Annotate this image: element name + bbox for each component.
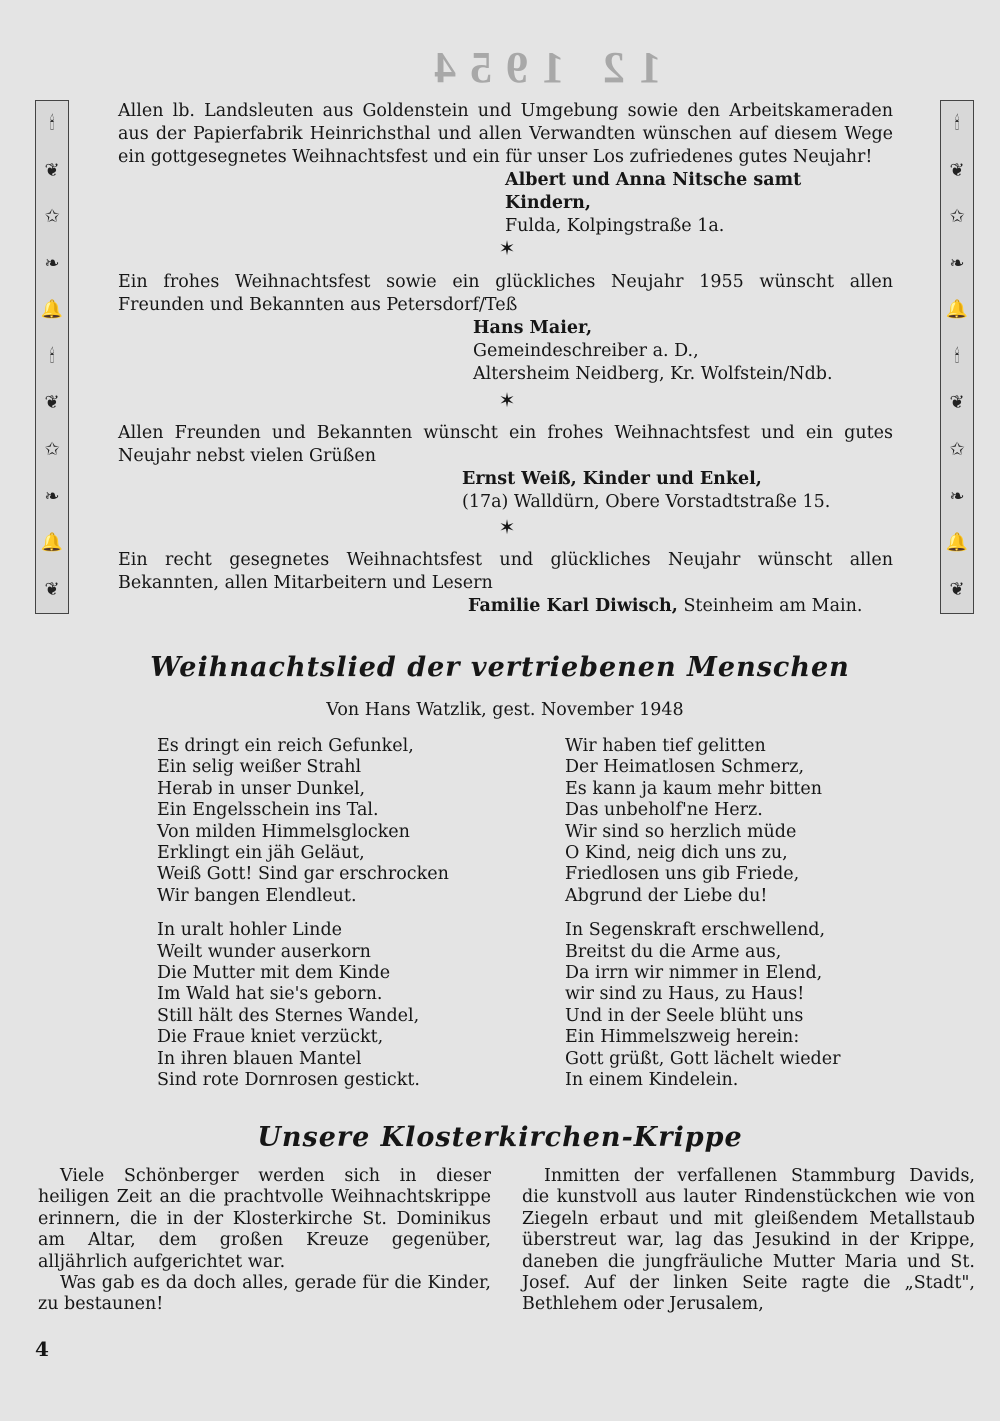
- date-stamp: 12 1954: [420, 43, 661, 92]
- signature-line: Gemeindeschreiber a. D.,: [473, 341, 699, 361]
- verse-line: Von milden Himmelsglocken: [157, 821, 410, 842]
- verse-line: In uralt hohler Linde: [157, 920, 343, 941]
- branch-icon: ❦: [949, 159, 965, 181]
- verse-line: Ein selig weißer Strahl: [157, 757, 362, 778]
- verse-line: Das unbeholf'ne Herz.: [565, 800, 763, 821]
- verse-line: Abgrund der Liebe du!: [565, 885, 768, 906]
- signature: [468, 595, 893, 618]
- branch-icon: ❦: [949, 578, 965, 600]
- star-icon: ✩: [44, 206, 60, 228]
- signature-name: Familie Karl Diwisch,: [468, 596, 678, 616]
- bell-icon: 🔔: [945, 299, 969, 321]
- branch-icon: ❦: [44, 159, 60, 181]
- verse-line: Sind rote Dornrosen gestickt.: [157, 1070, 420, 1091]
- candle-icon: 🕯: [954, 345, 960, 367]
- verse-line: Weilt wunder auserkorn: [157, 941, 371, 962]
- verse-line: Wir sind so herzlich müde: [565, 821, 797, 842]
- star-icon: ✩: [949, 206, 965, 228]
- signature-line: Fulda, Kolpingstraße 1a.: [505, 216, 725, 236]
- signature-line: Altersheim Neidberg, Kr. Wolfstein/Ndb.: [473, 364, 833, 384]
- verse-line: In einem Kindelein.: [565, 1070, 739, 1091]
- separator-star: ✶: [498, 388, 516, 412]
- page-number: 4: [35, 1337, 49, 1361]
- candle-icon: 🕯: [49, 113, 55, 135]
- verse-line: Friedlosen uns gib Friede,: [565, 864, 800, 885]
- verse-line: Der Heimatlosen Schmerz,: [565, 757, 805, 778]
- verse-line: Wir haben tief gelitten: [565, 736, 766, 756]
- greeting-text: Allen lb. Landsleuten aus Goldenstein und Umgebung sowie den Arbeitskameraden aus der Papierfabrik Heinrichsthal und allen Verwandten wünschen auf diesem Wege ein gottgesegnetes Weihnachtsfest und ein für unser Los zufriedenes gutes Neujahr!: [118, 101, 893, 167]
- poem-title: Weihnachtslied der vertriebenen Menschen: [150, 652, 850, 683]
- verse-line: Es kann ja kaum mehr bitten: [565, 778, 822, 799]
- verse-line: Im Wald hat sie's geborn.: [157, 984, 383, 1005]
- bell-icon: 🔔: [945, 532, 969, 554]
- branch-icon: ❧: [44, 485, 60, 507]
- article-title: Unsere Klosterkirchen-Krippe: [257, 1122, 743, 1153]
- signature-name: Ernst Weiß, Kinder und Enkel,: [462, 469, 762, 489]
- star-icon: ✩: [44, 438, 60, 460]
- greeting-block: [118, 549, 893, 618]
- signature: [462, 468, 893, 514]
- stanza: [157, 920, 449, 1091]
- verse-line: In Segenskraft erschwellend,: [565, 920, 826, 941]
- branch-icon: ❧: [949, 252, 965, 274]
- separator-star: ✶: [498, 515, 516, 539]
- greeting-text: Ein frohes Weihnachtsfest sowie ein glückliches Neujahr 1955 wünscht allen Freunden und Bekannten aus Petersdorf/Teß: [118, 272, 893, 315]
- poem-byline: Von Hans Watzlik, gest. November 1948: [326, 700, 684, 720]
- signature-name: Hans Maier,: [473, 318, 593, 338]
- greeting-text: Ein recht gesegnetes Weihnachtsfest und glückliches Neujahr wünscht allen Bekannten, allen Mitarbeitern und Lesern: [118, 550, 893, 593]
- verse-line: Herab in unser Dunkel,: [157, 778, 366, 799]
- greeting-block: [118, 271, 893, 386]
- poem-left-column: [157, 736, 449, 1105]
- greeting-block: [118, 422, 893, 514]
- stanza: [565, 736, 840, 907]
- signature-line: (17a) Walldürn, Obere Vorstadtstraße 15.: [462, 492, 831, 512]
- verse-line: Weiß Gott! Sind gar erschrocken: [157, 864, 449, 885]
- star-icon: ✩: [949, 438, 965, 460]
- verse-line: Still hält des Sternes Wandel,: [157, 1005, 420, 1026]
- verse-line: In ihren blauen Mantel: [157, 1048, 362, 1069]
- bell-icon: 🔔: [40, 299, 64, 321]
- signature-line: Steinheim am Main.: [677, 596, 863, 616]
- verse-line: Die Fraue kniet verzückt,: [157, 1027, 384, 1048]
- verse-line: Breitst du die Arme aus,: [565, 941, 782, 962]
- bell-icon: 🔔: [40, 532, 64, 554]
- verse-line: Ein Himmelszweig herein:: [565, 1027, 800, 1048]
- article-paragraph: Was gab es da doch alles, gerade für die Kinder, zu bestaunen!: [38, 1273, 491, 1315]
- branch-icon: ❧: [949, 485, 965, 507]
- branch-icon: ❦: [949, 392, 965, 414]
- signature: [505, 169, 893, 238]
- separator-star: ✶: [498, 236, 516, 260]
- article-right-column: [522, 1166, 975, 1316]
- stanza: [565, 920, 840, 1091]
- branch-icon: ❧: [44, 252, 60, 274]
- verse-line: Wir bangen Elendleut.: [157, 885, 357, 906]
- greeting-block: [118, 100, 893, 238]
- signature-name: Albert und Anna Nitsche samt Kindern,: [505, 170, 802, 213]
- candle-icon: 🕯: [49, 345, 55, 367]
- branch-icon: ❦: [44, 578, 60, 600]
- verse-line: Es dringt ein reich Gefunkel,: [157, 736, 414, 756]
- article-paragraph: Viele Schönberger werden sich in dieser heiligen Zeit an die prachtvolle Weihnachtskrippe erinnern, die in der Klosterkirche St. Dominikus am Altar, dem großen Kreuze gegenüber, alljährlich aufgerichtet war.: [38, 1166, 491, 1272]
- signature: [473, 317, 893, 386]
- candle-icon: 🕯: [954, 113, 960, 135]
- verse-line: Erklingt ein jäh Geläut,: [157, 843, 365, 864]
- verse-line: O Kind, neig dich uns zu,: [565, 843, 788, 864]
- stanza: [157, 736, 449, 907]
- verse-line: wir sind zu Haus, zu Haus!: [565, 984, 805, 1005]
- branch-icon: ❦: [44, 392, 60, 414]
- verse-line: Ein Engelsschein ins Tal.: [157, 800, 379, 821]
- verse-line: Die Mutter mit dem Kinde: [157, 963, 391, 984]
- verse-line: Und in der Seele blüht uns: [565, 1005, 804, 1026]
- verse-line: Gott grüßt, Gott lächelt wieder: [565, 1048, 841, 1069]
- article-paragraph: Inmitten der verfallenen Stammburg Davids, die kunstvoll aus lauter Rindenstückchen wie von Ziegeln erbaut und mit gleißendem Metallstaub überstreut war, lag das Jesukind in der Krippe, daneben die jungfräuliche Mutter Maria und St. Josef. Auf der linken Seite ragte die „Stadt", Bethlehem oder Jerusalem,: [522, 1166, 975, 1315]
- left-ornament-border: [35, 100, 69, 614]
- poem-right-column: [565, 736, 840, 1105]
- right-ornament-border: [940, 100, 974, 614]
- verse-line: Da irrn wir nimmer in Elend,: [565, 963, 823, 984]
- article-left-column: [38, 1166, 491, 1316]
- greeting-text: Allen Freunden und Bekannten wünscht ein frohes Weihnachtsfest und ein gutes Neujahr nebst vielen Grüßen: [118, 423, 893, 466]
